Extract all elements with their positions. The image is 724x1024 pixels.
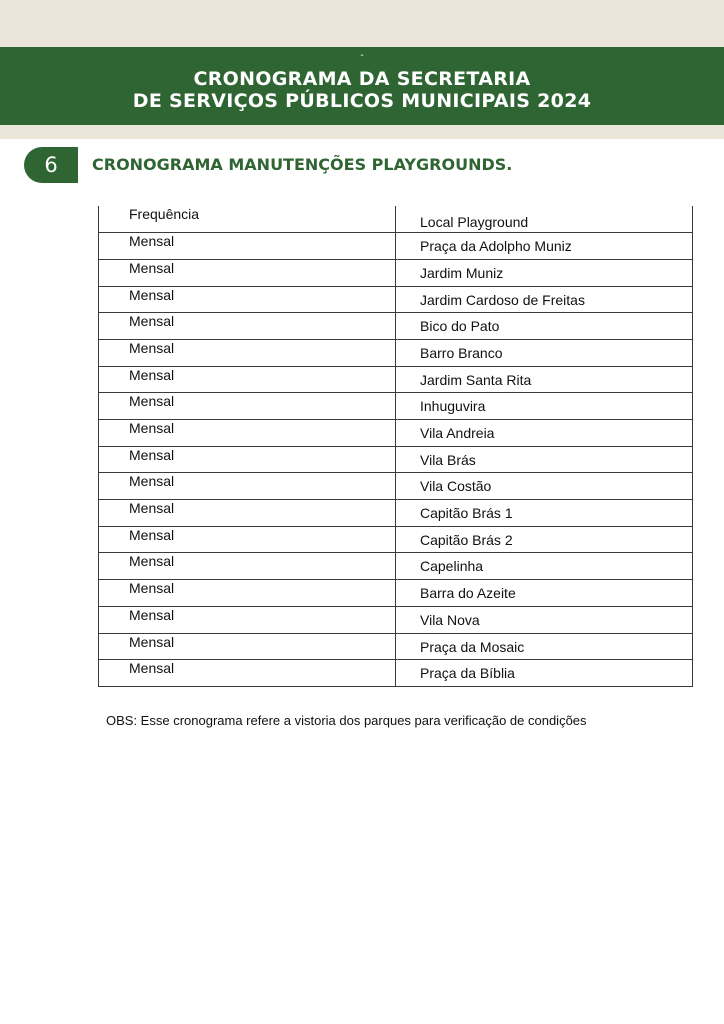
table-row xyxy=(99,339,693,366)
column-header-frequency: Frequência xyxy=(99,206,396,233)
table-row xyxy=(99,313,693,340)
table-row xyxy=(99,286,693,313)
table-row xyxy=(99,500,693,527)
local-cell: Praça da Bíblia xyxy=(396,660,693,687)
paper-texture-band xyxy=(0,125,724,139)
table-row xyxy=(99,420,693,447)
header-dash: - xyxy=(360,50,364,61)
table-row xyxy=(99,446,693,473)
frequency-cell: Mensal xyxy=(99,526,396,553)
frequency-cell: Mensal xyxy=(99,553,396,580)
local-cell: Praça da Mosaic xyxy=(396,633,693,660)
local-cell: Vila Brás xyxy=(396,446,693,473)
table-row xyxy=(99,259,693,286)
observation-note: OBS: Esse cronograma refere a vistoria dos parques para verificação de condições xyxy=(106,713,587,728)
local-cell: Capitão Brás 1 xyxy=(396,500,693,527)
table-header-row xyxy=(99,206,693,233)
page-title-line-1: CRONOGRAMA DA SECRETARIA xyxy=(193,68,531,90)
page-title xyxy=(0,68,724,112)
table-row xyxy=(99,580,693,607)
frequency-cell: Mensal xyxy=(99,286,396,313)
frequency-cell: Mensal xyxy=(99,259,396,286)
playground-schedule-table xyxy=(98,206,693,687)
section-number-badge: 6 xyxy=(24,147,78,183)
local-cell: Jardim Muniz xyxy=(396,259,693,286)
frequency-cell: Mensal xyxy=(99,233,396,260)
local-cell: Barra do Azeite xyxy=(396,580,693,607)
frequency-cell: Mensal xyxy=(99,473,396,500)
table-row xyxy=(99,233,693,260)
frequency-cell: Mensal xyxy=(99,606,396,633)
table-row xyxy=(99,526,693,553)
local-cell: Jardim Cardoso de Freitas xyxy=(396,286,693,313)
table-row xyxy=(99,393,693,420)
header-banner xyxy=(0,47,724,125)
frequency-cell: Mensal xyxy=(99,313,396,340)
local-cell: Inhuguvira xyxy=(396,393,693,420)
local-cell: Praça da Adolpho Muniz xyxy=(396,233,693,260)
local-cell: Vila Nova xyxy=(396,606,693,633)
local-cell: Vila Costão xyxy=(396,473,693,500)
section-title: CRONOGRAMA MANUTENÇÕES PLAYGROUNDS. xyxy=(92,155,513,174)
table-row xyxy=(99,660,693,687)
frequency-cell: Mensal xyxy=(99,580,396,607)
local-cell: Jardim Santa Rita xyxy=(396,366,693,393)
frequency-cell: Mensal xyxy=(99,420,396,447)
frequency-cell: Mensal xyxy=(99,339,396,366)
local-cell: Vila Andreia xyxy=(396,420,693,447)
table-row xyxy=(99,633,693,660)
frequency-cell: Mensal xyxy=(99,366,396,393)
local-cell: Capelinha xyxy=(396,553,693,580)
table-row xyxy=(99,606,693,633)
local-cell: Capitão Brás 2 xyxy=(396,526,693,553)
frequency-cell: Mensal xyxy=(99,393,396,420)
frequency-cell: Mensal xyxy=(99,660,396,687)
table-row xyxy=(99,553,693,580)
frequency-cell: Mensal xyxy=(99,500,396,527)
frequency-cell: Mensal xyxy=(99,633,396,660)
frequency-cell: Mensal xyxy=(99,446,396,473)
paper-texture-top xyxy=(0,0,724,48)
local-cell: Barro Branco xyxy=(396,339,693,366)
table-row xyxy=(99,473,693,500)
page-title-line-2: DE SERVIÇOS PÚBLICOS MUNICIPAIS 2024 xyxy=(132,90,592,112)
table-row xyxy=(99,366,693,393)
local-cell: Bico do Pato xyxy=(396,313,693,340)
column-header-local: Local Playground xyxy=(396,206,693,233)
